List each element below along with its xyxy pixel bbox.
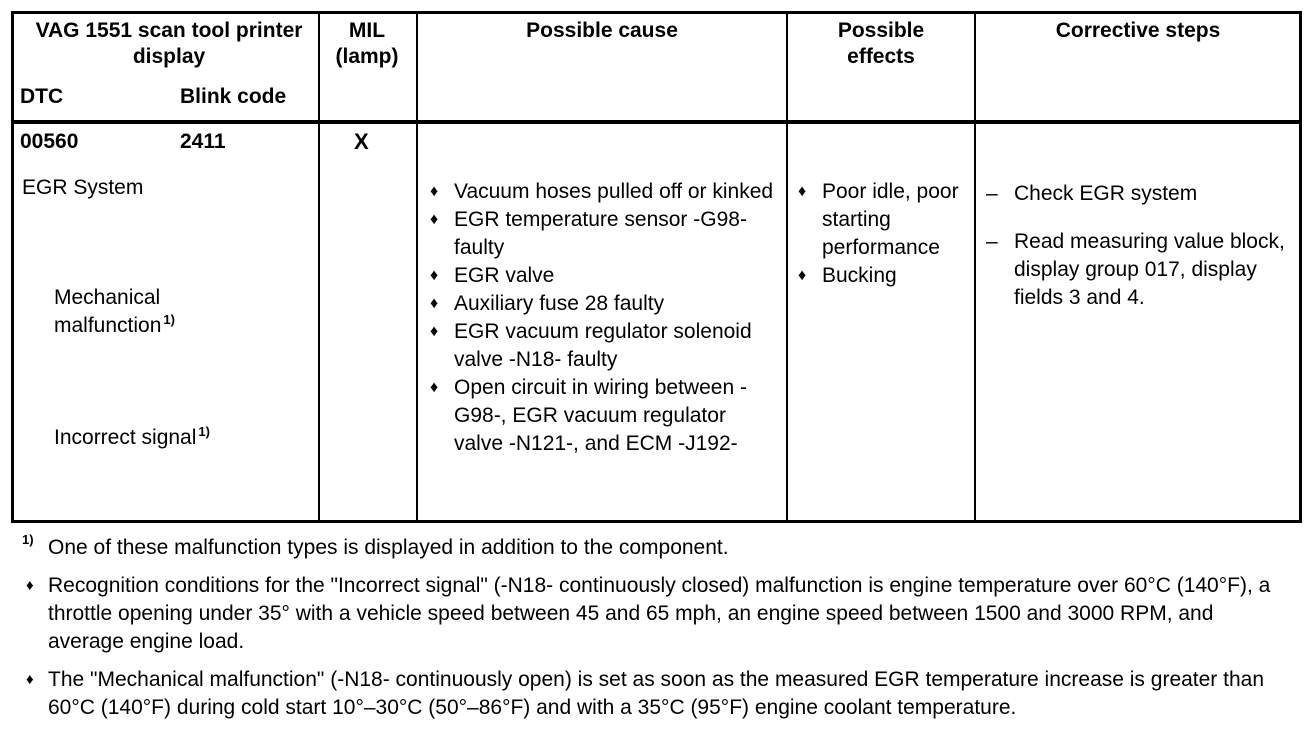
list-item — [428, 374, 780, 458]
possible-cause-cell — [428, 178, 780, 458]
column-divider — [786, 14, 788, 520]
list-item — [428, 318, 780, 374]
cause-text: EGR valve — [454, 264, 555, 287]
column-divider — [974, 14, 976, 520]
header-possible-cause: Possible cause — [526, 19, 678, 42]
header-possible-effects: Possible effects — [837, 19, 925, 68]
possible-effects-cell — [796, 178, 968, 290]
cause-text: Auxiliary fuse 28 faulty — [454, 292, 665, 315]
header-scan-tool: VAG 1551 scan tool printer display — [35, 19, 303, 68]
footnote-marker: 1) — [163, 312, 175, 327]
effect-text: Poor idle, poor starting performance — [822, 180, 959, 259]
notes-section — [22, 534, 1282, 732]
effects-list — [796, 178, 968, 290]
dtc-table — [11, 11, 1302, 523]
cause-text: Open circuit in wiring between -G98-, EGR vacuum regulator valve -N121-, and ECM -J192- — [454, 376, 747, 455]
diamond-bullet-icon: ♦ — [430, 211, 439, 228]
diamond-bullet-icon: ♦ — [430, 267, 439, 284]
cause-text: Vacuum hoses pulled off or kinked — [454, 180, 774, 203]
dtc-value: 00560 — [20, 130, 79, 153]
cause-list — [428, 178, 780, 458]
list-item — [796, 262, 968, 290]
diamond-bullet-icon: ♦ — [430, 379, 439, 396]
footnote-text: One of these malfunction types is displayed in addition to the component. — [48, 536, 729, 559]
diamond-bullet-icon: ♦ — [26, 577, 34, 594]
steps-list — [980, 180, 1292, 312]
component-label: EGR System — [22, 176, 144, 199]
footnote — [22, 534, 1282, 562]
blink-code-value: 2411 — [180, 130, 226, 153]
step-text: Read measuring value block, display group 017, display fields 3 and 4. — [1014, 230, 1285, 309]
header-blink-code: Blink code — [180, 85, 287, 108]
dash-bullet-icon: – — [986, 182, 998, 205]
diamond-bullet-icon: ♦ — [430, 183, 439, 200]
list-item — [428, 290, 780, 318]
diamond-bullet-icon: ♦ — [430, 323, 439, 340]
header-dtc: DTC — [20, 85, 64, 108]
note-item — [22, 666, 1282, 722]
diamond-bullet-icon: ♦ — [798, 183, 807, 200]
malfunction-incorrect-signal — [54, 424, 294, 452]
footnote-marker: 1) — [22, 532, 34, 547]
malfunction-mechanical-text: Mechanical malfunction — [54, 286, 162, 337]
diamond-bullet-icon: ♦ — [26, 671, 34, 688]
note-item — [22, 572, 1282, 656]
cause-text: EGR temperature sensor -G98- faulty — [454, 208, 747, 259]
list-item — [428, 262, 780, 290]
list-item — [980, 228, 1292, 312]
mil-value: X — [354, 129, 369, 154]
note-text: The "Mechanical malfunction" (-N18- continuously open) is set as soon as the measured EGR temperature increase is greater than 60°C (140°F) during cold start 10°–30°C (50°–86°F) and with a 35°C (95°F) engine coolant temperature. — [48, 668, 1265, 719]
list-item — [428, 178, 780, 206]
list-item — [980, 180, 1292, 208]
malfunction-incorrect-signal-text: Incorrect signal — [54, 426, 197, 449]
header-corrective-steps: Corrective steps — [1055, 19, 1221, 42]
note-text: Recognition conditions for the "Incorrect signal" (-N18- continuously closed) malfunction is engine temperature over 60°C (140°F), a throttle opening under 35° with a vehicle speed between 45 and 65 mph, an engine speed between 1500 and 3000 RPM, and average engine load. — [48, 574, 1271, 653]
column-divider — [318, 14, 320, 520]
malfunction-mechanical — [54, 284, 274, 340]
dash-bullet-icon: – — [986, 230, 998, 253]
cause-text: EGR vacuum regulator solenoid valve -N18- faulty — [454, 320, 752, 371]
step-text: Check EGR system — [1014, 182, 1198, 205]
footnote-marker: 1) — [198, 424, 210, 439]
list-item — [428, 206, 780, 262]
header-divider — [14, 120, 1299, 124]
corrective-steps-cell — [980, 180, 1292, 332]
list-item — [796, 178, 968, 262]
effect-text: Bucking — [822, 264, 897, 287]
diamond-bullet-icon: ♦ — [798, 267, 807, 284]
column-divider — [416, 14, 418, 520]
header-mil: MIL (lamp) — [335, 19, 399, 68]
diamond-bullet-icon: ♦ — [430, 295, 439, 312]
